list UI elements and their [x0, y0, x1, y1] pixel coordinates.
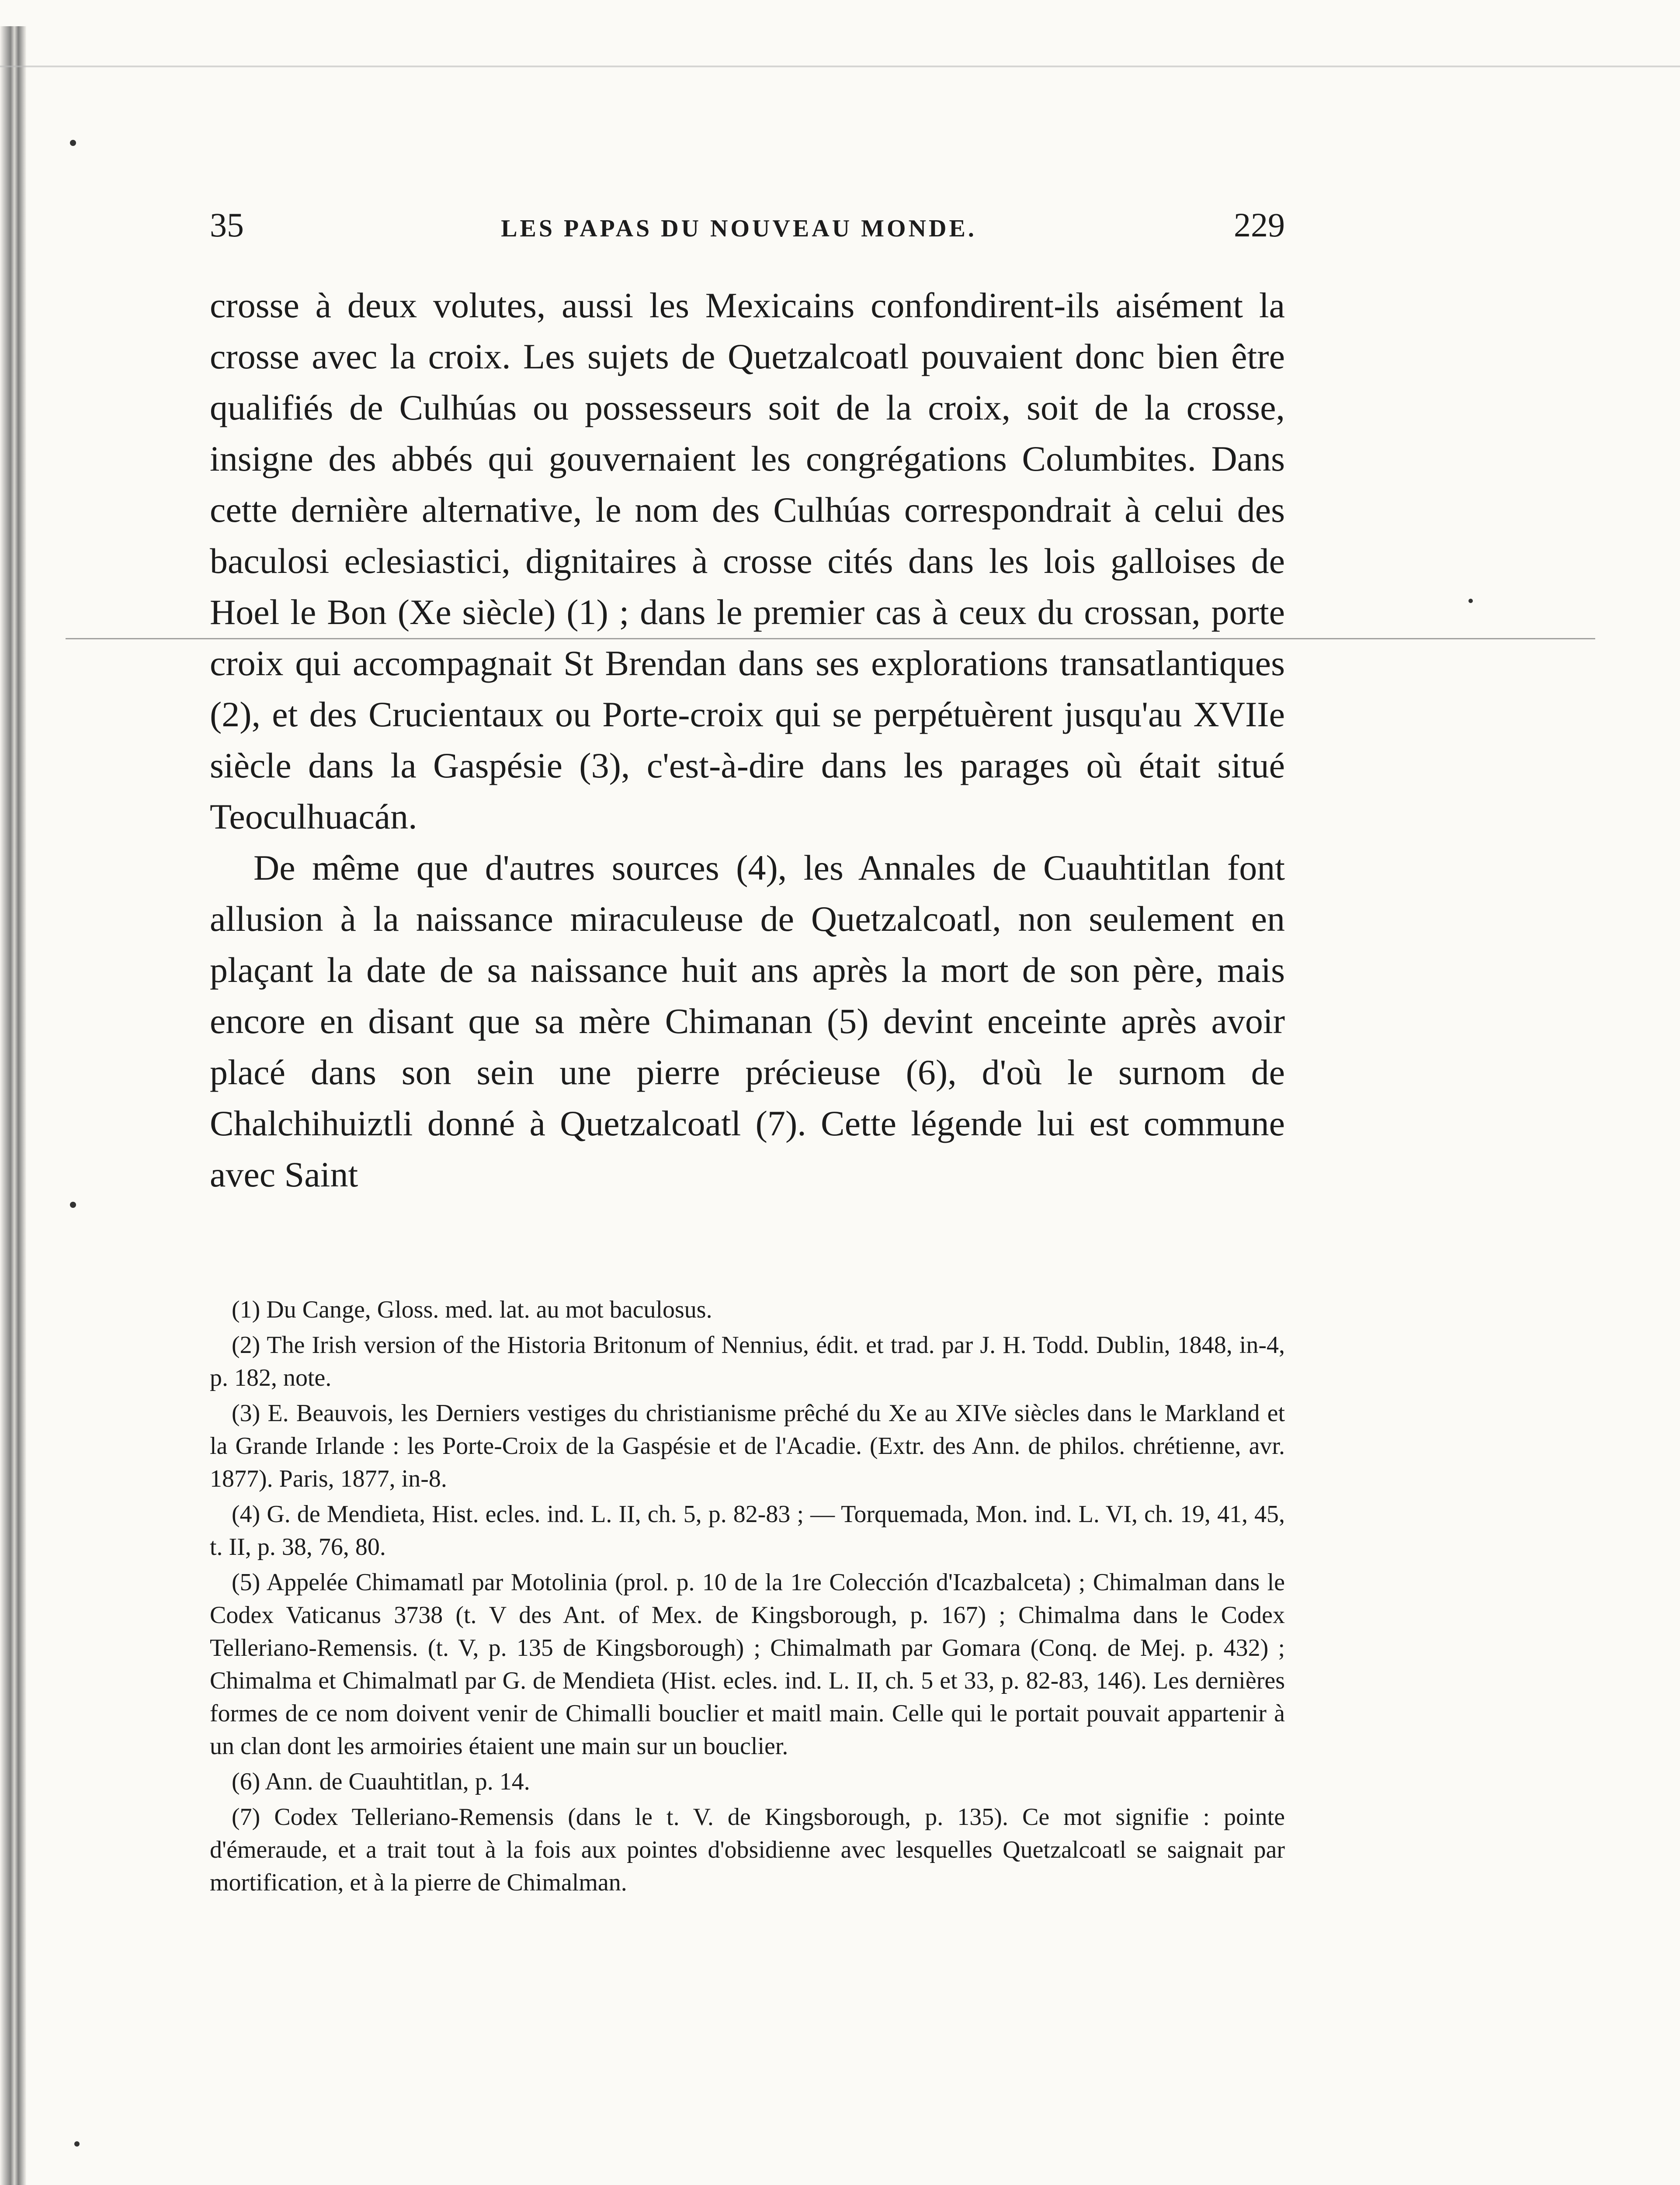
footnotes	[210, 1294, 1285, 1902]
main-text	[210, 280, 1285, 1200]
ink-speck	[74, 2141, 80, 2147]
footnote-7: (7) Codex Telleriano-Remensis (dans le t. V. de Kingsborough, p. 135). Ce mot signifie : pointe d'émeraude, et a trait tout à la fois aux pointes d'obsidienne avec lesquelles Quetzalcoatl se saignait par mortification, et à la pierre de Chimalman.	[210, 1803, 1285, 1896]
ink-speck	[1468, 599, 1473, 603]
footnote-3: (3) E. Beauvois, les Derniers vestiges du christianisme prêché du Xe au XIVe siècles dans le Markland et la Grande Irlande : les Porte-Croix de la Gaspésie et de l'Acadie. (Extr. des Ann. de philos. chrétienne, avr. 1877). Paris, 1877, in-8.	[210, 1400, 1285, 1492]
footnote-1: (1) Du Cange, Gloss. med. lat. au mot baculosus.	[232, 1296, 712, 1323]
page-binding-shadow	[0, 26, 26, 2185]
footnote-5: (5) Appelée Chimamatl par Motolinia (prol. p. 10 de la 1re Colección d'Icazbalceta) ; Chimalman dans le Codex Vaticanus 3738 (t. V des Ant. of Mex. de Kingsborough, p. 167) ; Chimalma dans le Codex Telleriano-Remensis. (t. V, p. 135 de Kingsborough) ; Chimalmath par Gomara (Conq. de Mej. p. 432) ; Chimalma et Chimalmatl par G. de Mendieta (Hist. ecles. ind. L. II, ch. 5 et 33, p. 82-83, 146). Les dernières formes de ce nom doivent venir de Chimalli bouclier et maitl main. Celle qui le portait pouvait appartenir à un clan dont les armoiries étaient une main sur un bouclier.	[210, 1569, 1285, 1760]
paragraph: De même que d'autres sources (4), les Annales de Cuauhtitlan font allusion à la naissance miraculeuse de Quetzalcoatl, non seulement en plaçant la date de sa naissance huit ans après la mort de son père, mais encore en disant que sa mère Chimanan (5) devint enceinte après avoir placé dans son sein une pierre précieuse (6), d'où le surnom de Chalchihuiztli donné à Quetzalcoatl (7). Cette légende lui est commune avec Saint	[210, 848, 1285, 1194]
running-header	[210, 205, 1285, 253]
top-edge-rule	[0, 66, 1680, 67]
footnote-2: (2) The Irish version of the Historia Britonum of Nennius, édit. et trad. par J. H. Todd. Dublin, 1848, in-4, p. 182, note.	[210, 1332, 1285, 1391]
page-number: 229	[1234, 206, 1285, 244]
ink-speck	[70, 140, 76, 146]
paragraph: crosse à deux volutes, aussi les Mexicains confondirent-ils aisément la crosse avec la croix. Les sujets de Quetzalcoatl pouvaient donc bien être qualifiés de Culhúas ou possesseurs soit de la croix, soit de la crosse, insigne des abbés qui gouvernaient les congrégations Columbites. Dans cette dernière alternative, le nom des Culhúas correspondrait à celui des baculosi eclesiastici, dignitaires à crosse cités dans les lois galloises de Hoel le Bon (Xe siècle) (1) ; dans le premier cas à ceux du crossan, porte croix qui accompagnait St Brendan dans ses explorations transatlantiques (2), et des Crucientaux ou Porte-croix qui se perpétuèrent jusqu'au XVIIe siècle dans la Gaspésie (3), c'est-à-dire dans les parages où était situé Teoculhuacán.	[210, 285, 1285, 836]
footnote-6: (6) Ann. de Cuauhtitlan, p. 14.	[232, 1768, 530, 1795]
left-number: 35	[210, 206, 244, 244]
running-title: LES PAPAS DU NOUVEAU MONDE.	[501, 215, 977, 242]
footnote-4: (4) G. de Mendieta, Hist. ecles. ind. L. II, ch. 5, p. 82-83 ; — Torquemada, Mon. ind. L. VI, ch. 19, 41, 45, t. II, p. 38, 76, 80.	[210, 1501, 1285, 1561]
ink-speck	[70, 1202, 76, 1208]
